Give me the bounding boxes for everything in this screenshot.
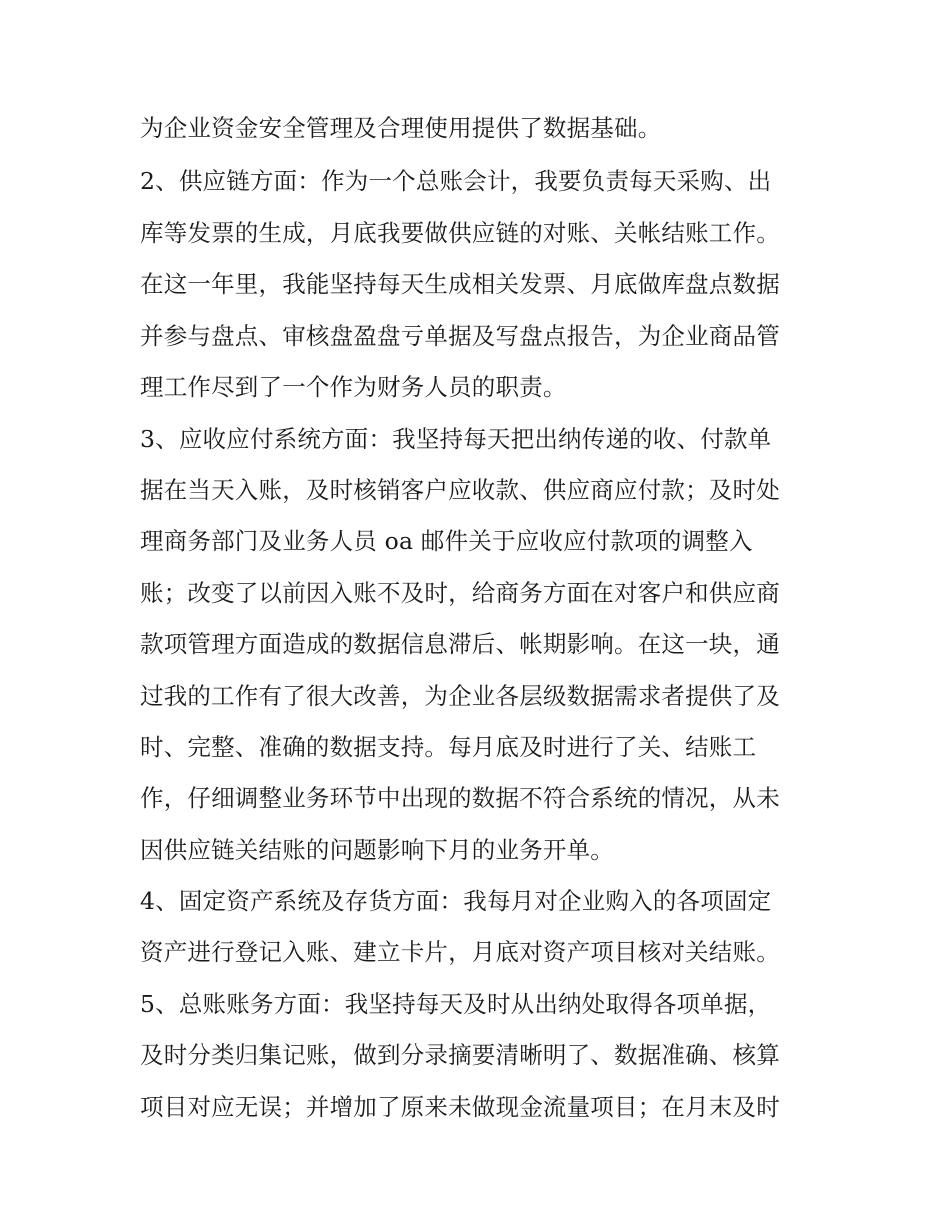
text-line: 理商务部门及业务人员 oa 邮件关于应收应付款项的调整入 bbox=[140, 527, 753, 555]
text-line: 据在当天入账，及时核销客户应收款、供应商应付款；及时处 bbox=[140, 476, 780, 504]
text-line: 5、总账账务方面：我坚持每天及时从出纳处取得各项单据， bbox=[140, 990, 772, 1018]
text-line: 并参与盘点、审核盘盈盘亏单据及写盘点报告，为企业商品管 bbox=[140, 322, 780, 350]
text-line: 账；改变了以前因入账不及时，给商务方面在对客户和供应商 bbox=[140, 579, 780, 607]
text-line: 2、供应链方面：作为一个总账会计，我要负责每天采购、出 bbox=[140, 167, 772, 195]
text-line: 款项管理方面造成的数据信息滞后、帐期影响。在这一块，通 bbox=[140, 630, 780, 658]
text-line: 为企业资金安全管理及合理使用提供了数据基础。 bbox=[140, 114, 662, 142]
text-line: 因供应链关结账的问题影响下月的业务开单。 bbox=[140, 836, 614, 864]
text-line: 及时分类归集记账，做到分录摘要清晰明了、数据准确、核算 bbox=[140, 1041, 780, 1069]
text-line: 过我的工作有了很大改善，为企业各层级数据需求者提供了及 bbox=[140, 682, 780, 710]
text-line: 在这一年里，我能坚持每天生成相关发票、月底做库盘点数据 bbox=[140, 270, 780, 298]
text-line: 项目对应无误；并增加了原来未做现金流量项目；在月末及时 bbox=[140, 1093, 780, 1121]
text-line: 作，仔细调整业务环节中出现的数据不符合系统的情况，从未 bbox=[140, 784, 780, 812]
text-line: 理工作尽到了一个作为财务人员的职责。 bbox=[140, 373, 567, 401]
text-line: 资产进行登记入账、建立卡片，月底对资产项目核对关结账。 bbox=[140, 938, 780, 966]
text-line: 时、完整、准确的数据支持。每月底及时进行了关、结账工 bbox=[140, 733, 757, 761]
text-line: 3、应收应付系统方面：我坚持每天把出纳传递的收、付款单 bbox=[140, 425, 772, 453]
text-line: 4、固定资产系统及存货方面：我每月对企业购入的各项固定 bbox=[140, 887, 772, 915]
text-line: 库等发票的生成，月底我要做供应链的对账、关帐结账工作。 bbox=[140, 219, 780, 247]
